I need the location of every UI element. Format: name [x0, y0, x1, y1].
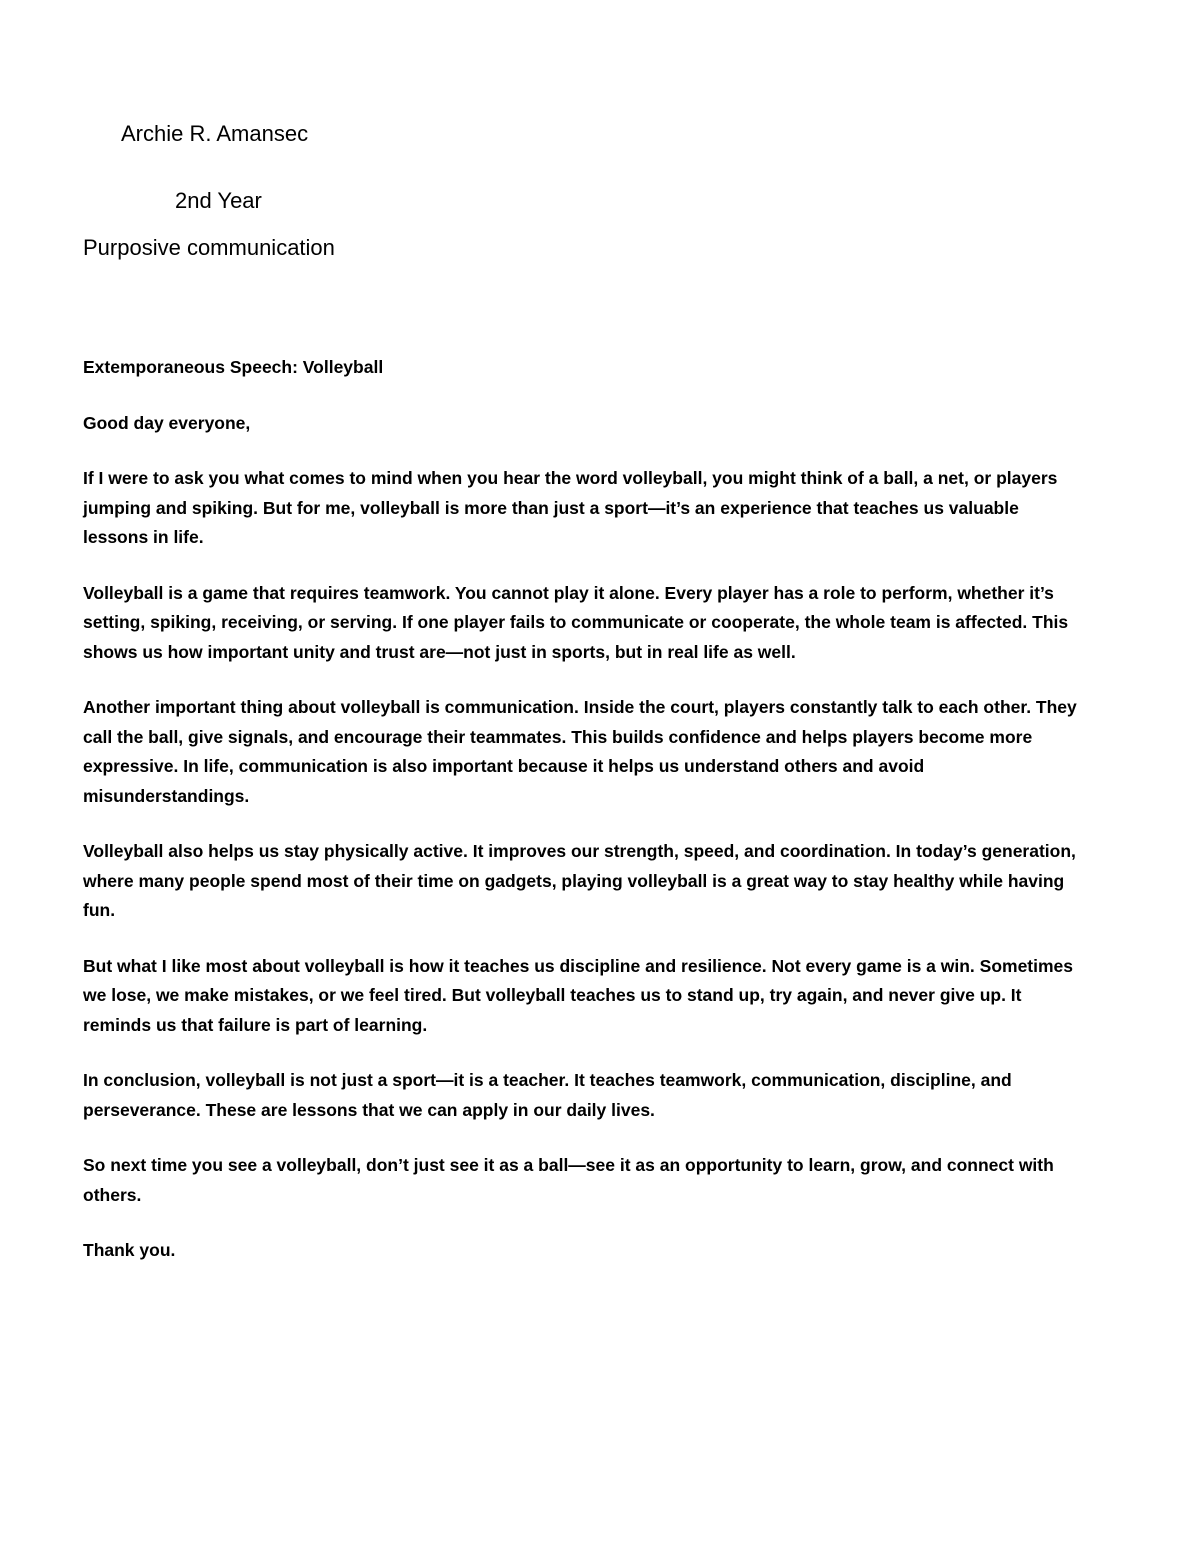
author-name: Archie R. Amansec [121, 121, 309, 146]
speech-paragraph: In conclusion, volleyball is not just a sport—it is a teacher. It teaches teamwork, communication, discipline, and perseverance. These are lessons that we can apply in our daily lives. [83, 1070, 1012, 1120]
speech-paragraph: Another important thing about volleyball is communication. Inside the court, players constantly talk to each other. They call the ball, give signals, and encourage their teammates. This builds confidence and helps players become more expressive. In life, communication is also important because it helps us understand others and avoid misunderstandings. [83, 697, 1077, 806]
speech-paragraph: If I were to ask you what comes to mind when you hear the word volleyball, you might think of a ball, a net, or players jumping and spiking. But for me, volleyball is more than just a sport—it’s an experience that teaches us valuable lessons in life. [83, 468, 1058, 547]
speech-title: Extemporaneous Speech: Volleyball [83, 357, 384, 377]
speech-paragraph: Volleyball is a game that requires teamwork. You cannot play it alone. Every player has a role to perform, whether it’s setting, spiking, receiving, or serving. If one player fails to communicate or cooperate, the whole team is affected. This shows us how important unity and trust are—not just in sports, but in real life as well. [83, 582, 1069, 662]
speech-paragraph: But what I like most about volleyball is how it teaches us discipline and resilience. Not every game is a win. Sometimes we lose, we make mistakes, or we feel tired. But volleyball teaches us to stand up, try again, and never give up. It reminds us that failure is part of learning. [83, 955, 1074, 1035]
speech-greeting: Good day everyone, [83, 412, 251, 433]
speech-paragraph: So next time you see a volleyball, don’t just see it as a ball—see it as an opportunity to learn, grow, and connect with others. [83, 1155, 1054, 1205]
year-level: 2nd Year [175, 188, 262, 213]
speech-closing: Thank you. [83, 1240, 176, 1260]
speech-paragraph: Volleyball also helps us stay physically active. It improves our strength, speed, and coordination. In today’s generation, where many people spend most of their time on gadgets, playing volleyball is a great way to stay healthy while having fun. [83, 841, 1076, 920]
speech-body [83, 353, 1083, 1292]
course-name: Purposive communication [83, 235, 335, 260]
